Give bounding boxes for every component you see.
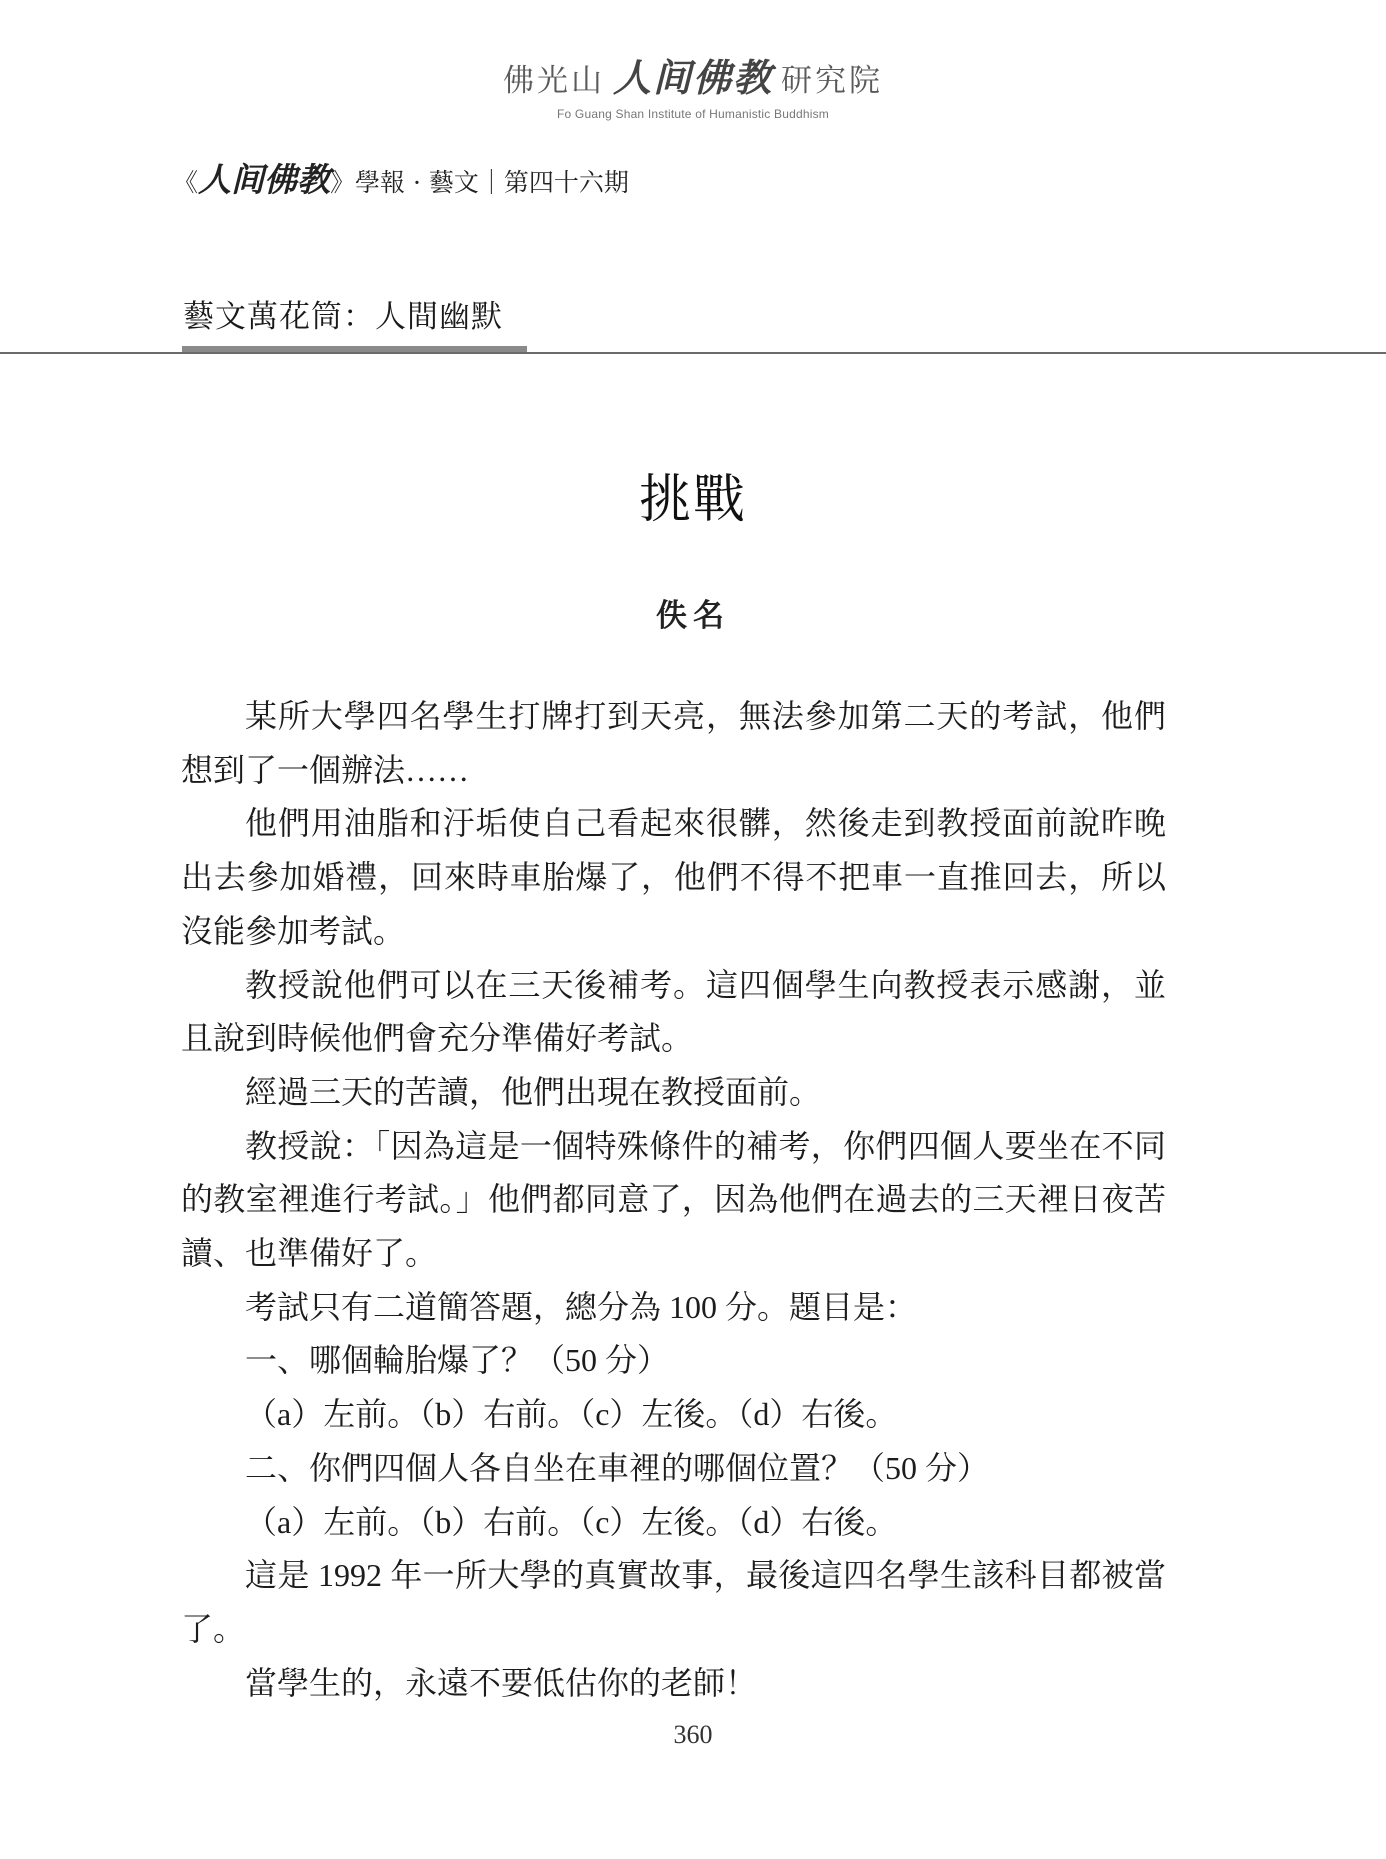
- institute-english-name: Fo Guang Shan Institute of Humanistic Buddhism: [556, 107, 829, 121]
- article-body: [181, 690, 1166, 1710]
- header-divider: [0, 352, 1386, 354]
- section-underline: [182, 346, 527, 352]
- section-header: 藝文萬花筒：人間幽默: [183, 299, 503, 335]
- paragraph: 這是 1992 年一所大學的真實故事，最後這四名學生該科目都被當了。: [181, 1557, 1166, 1647]
- institute-header: [0, 55, 1386, 121]
- paragraph: 教授說：「因為這是一個特殊條件的補考，你們四個人要坐在不同的教室裡進行考試。」他們都同意了，因為他們在過去的三天裡日夜苦讀、也準備好了。: [181, 1127, 1166, 1272]
- journal-issue-info: 學報 · 藝文｜第四十六期: [355, 168, 629, 197]
- journal-close-bracket: 》: [330, 168, 356, 197]
- article-author: 佚名: [656, 598, 730, 634]
- paragraph: 他們用油脂和汙垢使自己看起來很髒，然後走到教授面前說昨晚出去參加婚禮，回來時車胎爆了，他們不得不把車一直推回去，所以沒能參加考試。: [181, 805, 1166, 949]
- question-two: 二、你們四個人各自坐在車裡的哪個位置？（50 分）: [245, 1449, 990, 1486]
- institute-prefix: 佛光山: [502, 63, 605, 99]
- paragraph: 經過三天的苦讀，他們出現在教授面前。: [245, 1073, 822, 1110]
- journal-brand-logo: 人间佛教: [198, 160, 331, 199]
- article-title: 挑戰: [638, 470, 747, 530]
- question-two-options: （a）左前。（b）右前。（c）左後。（d）右後。: [245, 1503, 898, 1540]
- journal-open-bracket: 《: [173, 168, 199, 197]
- paragraph: 某所大學四名學生打牌打到天亮，無法參加第二天的考試，他們想到了一個辦法……: [181, 698, 1166, 788]
- question-one: 一、哪個輪胎爆了？（50 分）: [245, 1342, 670, 1379]
- paragraph: 考試只有二道簡答題，總分為 100 分。題目是：: [245, 1288, 918, 1325]
- page-number: 360: [673, 1720, 713, 1749]
- paragraph: 當學生的，永遠不要低估你的老師！: [245, 1664, 758, 1701]
- institute-name: [0, 55, 1386, 101]
- institute-brand-logo: 人间佛教: [612, 55, 773, 100]
- institute-suffix: 研究院: [781, 63, 883, 99]
- journal-running-head: [173, 160, 629, 203]
- paragraph: 教授說他們可以在三天後補考。這四個學生向教授表示感謝，並且說到時候他們會充分準備好考試。: [181, 966, 1166, 1057]
- question-one-options: （a）左前。（b）右前。（c）左後。（d）右後。: [245, 1396, 898, 1433]
